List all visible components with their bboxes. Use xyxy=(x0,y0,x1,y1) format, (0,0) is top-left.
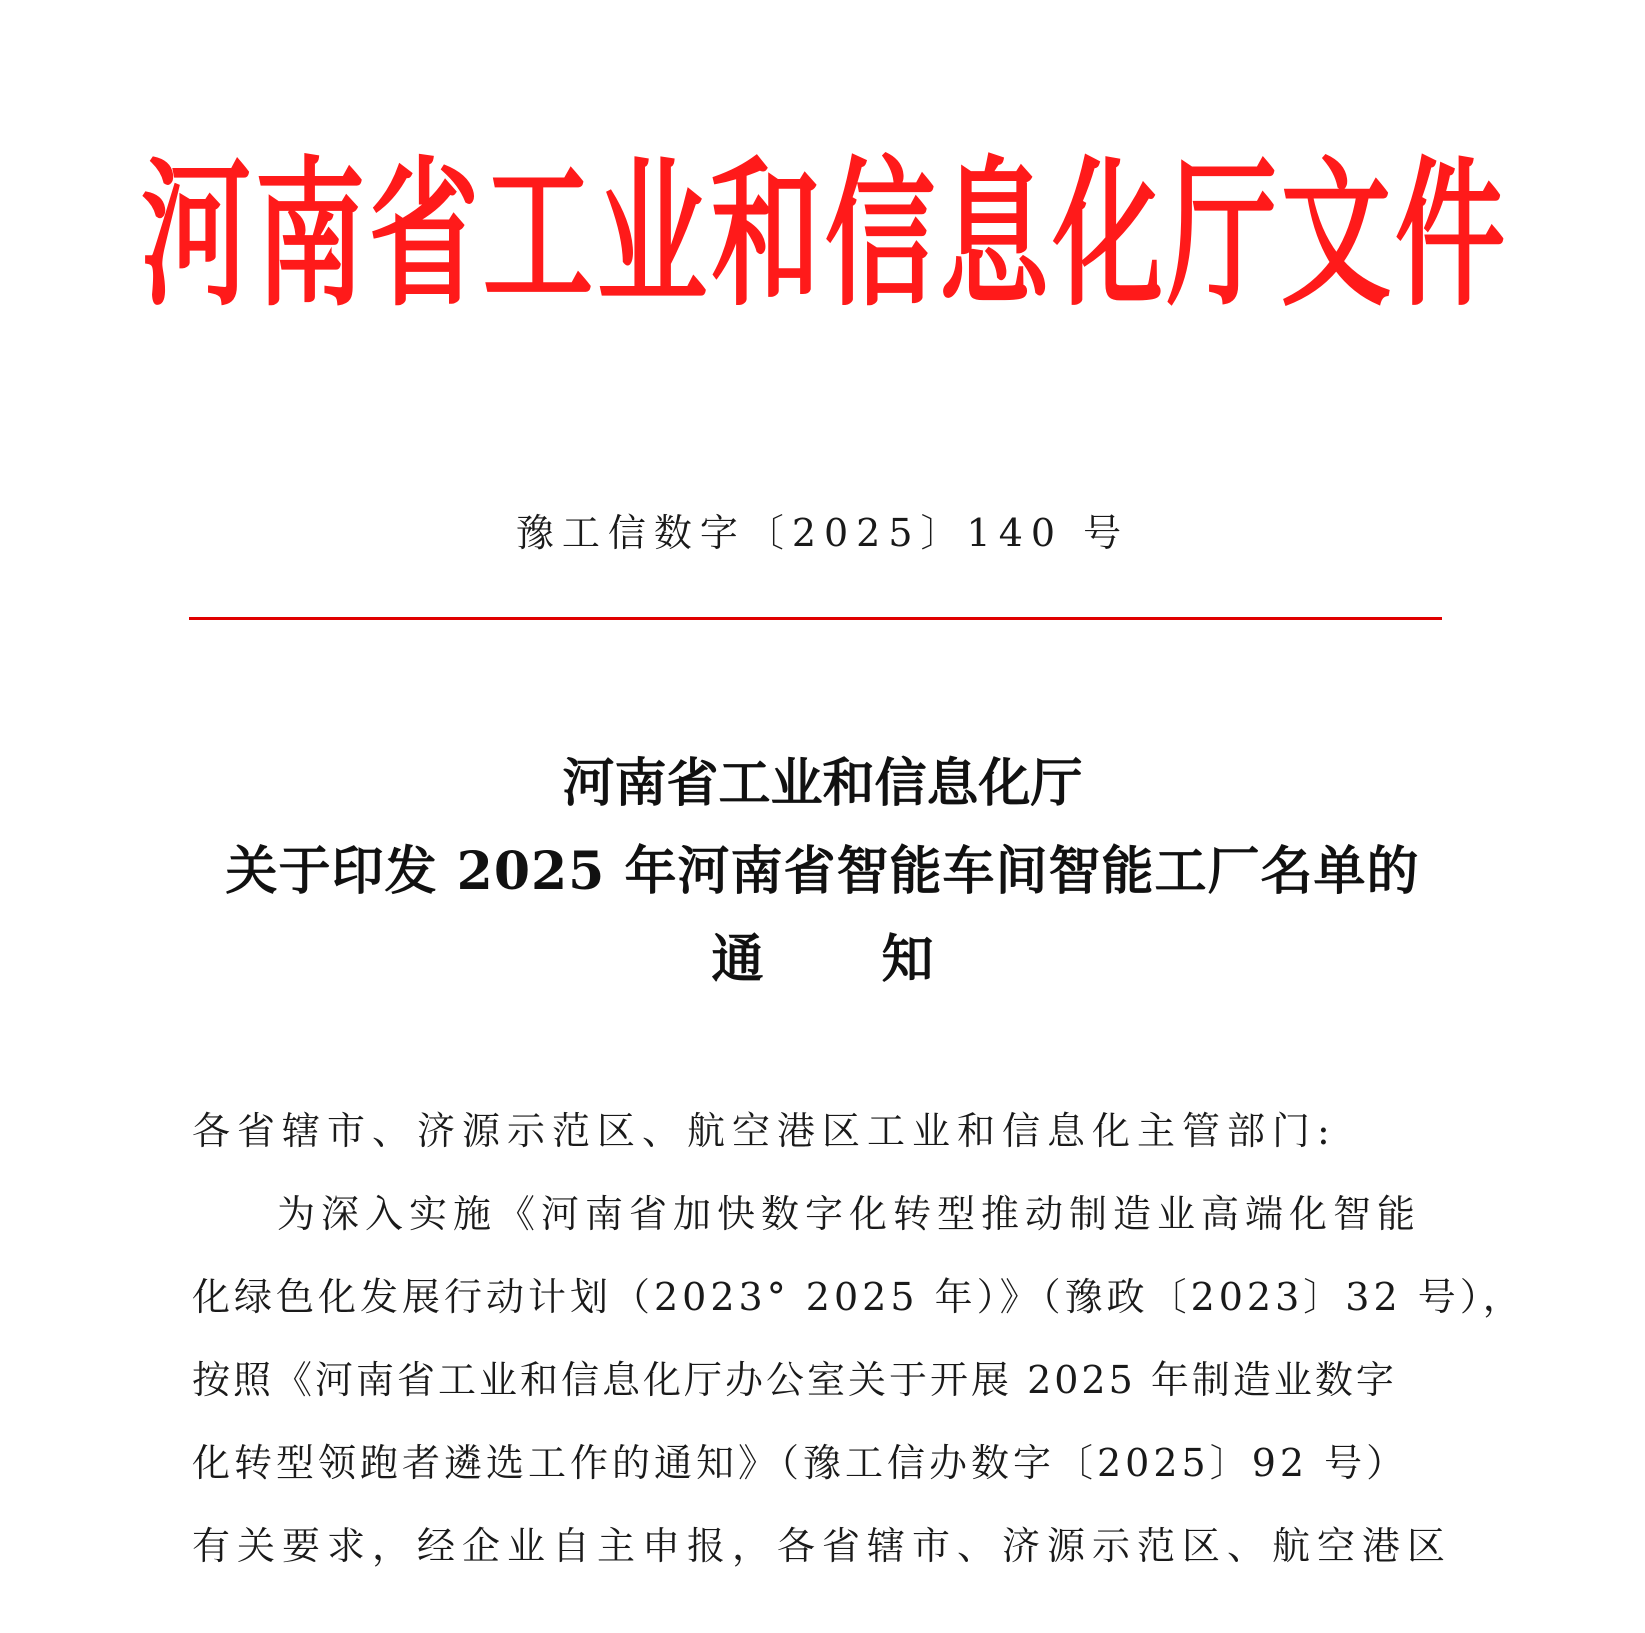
body-paragraph-line: 有关要求，经企业自主申报，各省辖市、济源示范区、航空港区 xyxy=(192,1524,1453,1568)
addressee-line: 各省辖市、济源示范区、航空港区工业和信息化主管部门: xyxy=(192,1109,1337,1153)
document-title-line-2: 关于印发 2025 年河南省智能车间智能工厂名单的 xyxy=(225,841,1420,902)
red-divider-rule xyxy=(189,617,1442,620)
title-char-zhi: 知 xyxy=(881,929,934,990)
title-char-tong: 通 xyxy=(711,929,764,990)
body-paragraph-line: 化绿色化发展行动计划（2023° 2025 年）》（豫政〔2023〕32 号）， xyxy=(192,1275,1525,1319)
document-title-line-3 xyxy=(0,929,1645,990)
body-paragraph-line: 化转型领跑者遴选工作的通知》（豫工信办数字〔2025〕92 号） xyxy=(192,1441,1409,1485)
masthead-title: 河南省工业和信息化厅文件 xyxy=(141,142,1509,328)
document-title-line-1: 河南省工业和信息化厅 xyxy=(562,753,1083,814)
body-paragraph-line: 为深入实施《河南省加快数字化转型推动制造业高端化智能 xyxy=(277,1192,1422,1236)
document-number: 豫工信数字〔2025〕140 号 xyxy=(515,511,1130,555)
masthead xyxy=(141,130,1509,340)
body-paragraph-line: 按照《河南省工业和信息化厅办公室关于开展 2025 年制造业数字 xyxy=(192,1358,1397,1402)
